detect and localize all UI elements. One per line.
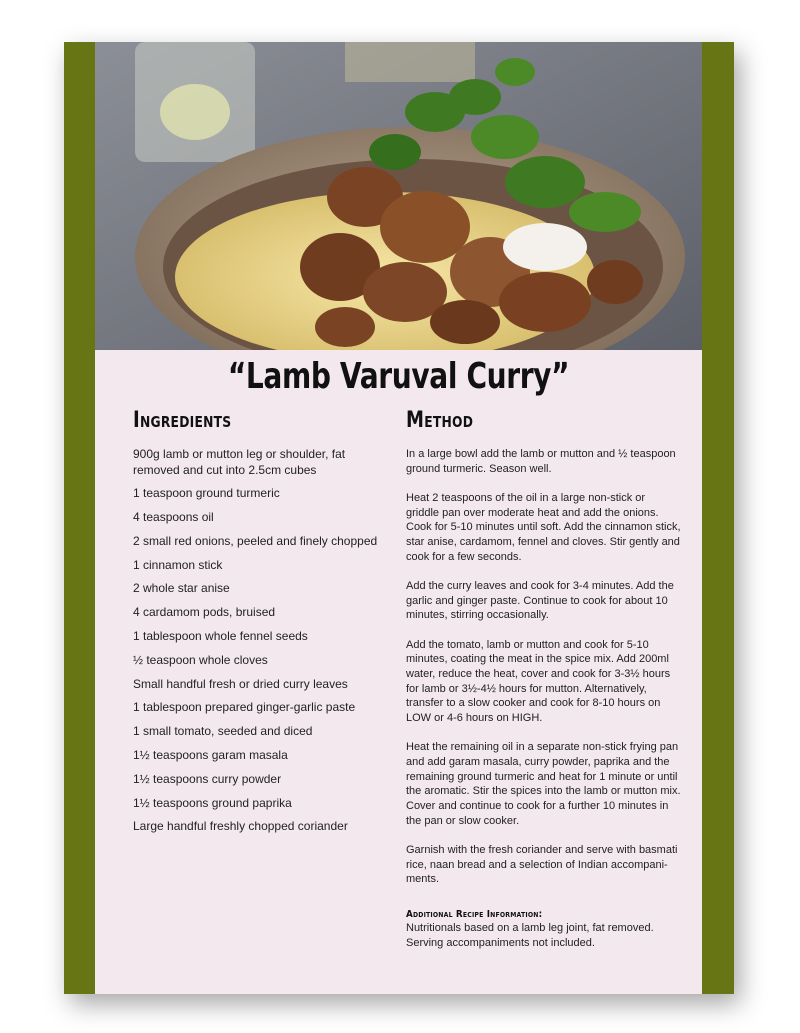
method-step: Add the tomato, lamb or mutton and cook for 5-10 minutes, coating the meat in the spice mix. Add 200ml water, reduce the heat, cover and cook for 3-3½ hours for lamb or 3½-4½ hours for mutton. Alternatively, transfer to a slow cooker and cook for 8-10 hours on LOW or 4-6 hours on HIGH.	[406, 638, 671, 725]
lemon-slice	[160, 84, 230, 140]
yogurt-dollop	[503, 223, 587, 271]
ingredient-item: 4 cardamom pods, bruised	[133, 605, 276, 620]
ingredient-item: 1 small tomato, seeded and diced	[133, 724, 313, 739]
ingredient-item: 2 small red onions, peeled and finely chopped	[133, 533, 378, 548]
ingredient-item: Small handful fresh or dried curry leaves	[133, 676, 348, 691]
additional-info	[406, 909, 681, 950]
ingredient-item: 4 teaspoons oil	[133, 510, 214, 525]
ingredient-item: 1 cinnamon stick	[133, 557, 223, 572]
glass-back	[345, 42, 475, 82]
ingredient-item: 1½ teaspoons ground paprika	[133, 795, 292, 810]
card-border-left	[64, 42, 95, 994]
method-step: In a large bowl add the lamb or mutton and ½ teaspoon ground turmeric. Season well.	[406, 448, 676, 475]
method-step: Garnish with the fresh coriander and serve with basmati rice, naan bread and a selection of Indian accompani-ments.	[406, 843, 678, 886]
ingredient-item: 1 tablespoon whole fennel seeds	[133, 629, 308, 644]
additional-info-heading: Additional Recipe Information:	[406, 909, 543, 921]
ingredient-item: 2 whole star anise	[133, 581, 230, 596]
ingredient-item: Large handful freshly chopped coriander	[133, 819, 348, 834]
ingredient-item: 900g lamb or mutton leg or shoulder, fat removed and cut into 2.5cm cubes	[133, 447, 346, 477]
recipe-sheet	[95, 42, 702, 994]
ingredient-item: 1½ teaspoons garam masala	[133, 748, 288, 763]
ingredient-item: ½ teaspoon whole cloves	[133, 652, 268, 667]
card-border-right	[702, 42, 734, 994]
method-heading: Method	[406, 408, 474, 433]
additional-info-text: Nutritionals based on a lamb leg joint, fat removed. Serving accompaniments not included.	[406, 922, 654, 949]
ingredient-item: 1 teaspoon ground turmeric	[133, 486, 280, 501]
method-step: Add the curry leaves and cook for 3-4 minutes. Add the garlic and ginger paste. Continue to cook for about 10 minutes, stirring occasionally.	[406, 579, 674, 622]
ingredients-list	[133, 447, 385, 835]
recipe-title: “Lamb Varuval Curry”	[227, 356, 570, 397]
ingredients-column	[133, 408, 385, 843]
method-column	[406, 408, 681, 950]
method-step: Heat 2 teaspoons of the oil in a large non-stick or griddle pan over moderate heat and add the onions. Cook for 5-10 minutes until soft. Add the cinnamon stick, star anise, cardamom, fennel and cloves. Stir gently and cook for a few seconds.	[406, 491, 681, 563]
ingredients-heading: Ingredients	[133, 408, 232, 433]
method-step: Heat the remaining oil in a separate non-stick frying pan and add garam masala, curry powder, paprika and the remaining ground turmeric and heat for 1 minute or until the aromatic. Stir the spices into the lamb or mutton mix. Cover and continue to cook for a further 10 minutes in the pan or slow cooker.	[406, 741, 681, 827]
recipe-card	[64, 42, 734, 994]
curry-bowl-photo	[95, 42, 702, 350]
ingredient-item: 1½ teaspoons curry powder	[133, 771, 282, 786]
ingredient-item: 1 tablespoon prepared ginger-garlic paste	[133, 700, 356, 715]
